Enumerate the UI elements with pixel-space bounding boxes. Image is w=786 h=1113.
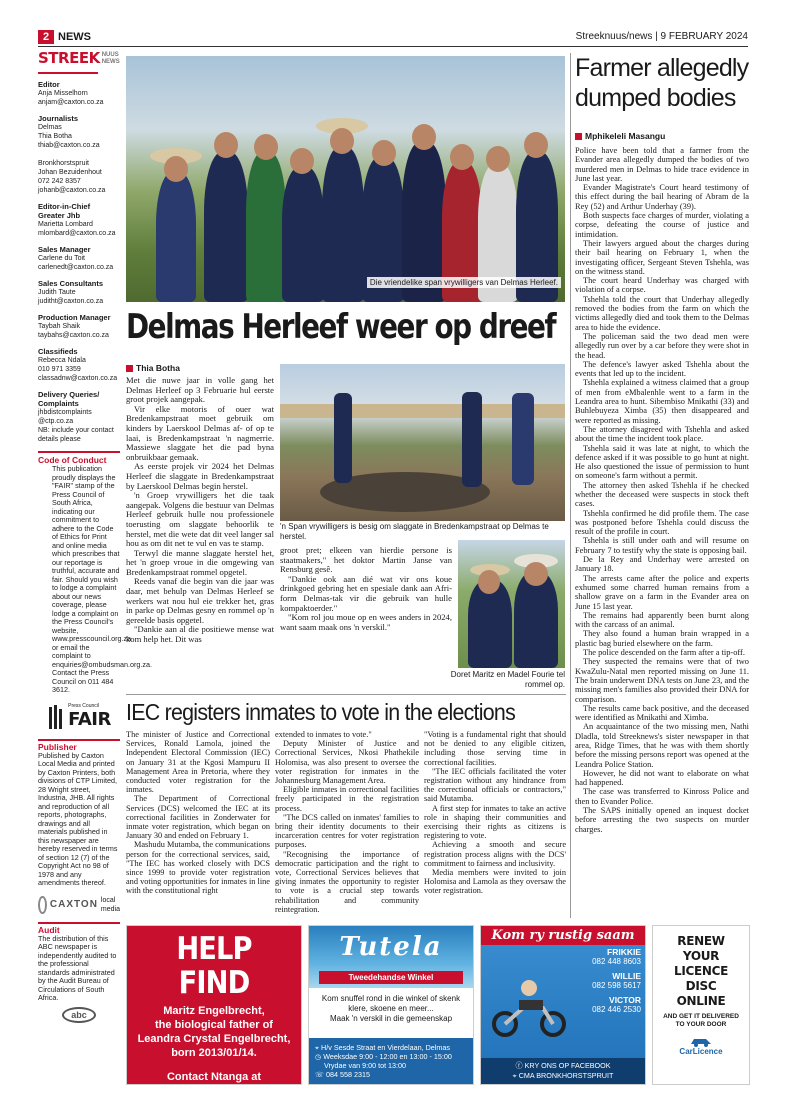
staff-detail: NB: include your contact [38,427,114,434]
tutela-contact-box [309,1038,473,1084]
face-shape [486,146,510,172]
kom-contact-phone: 082 448 8603 [592,957,641,966]
tutela-ad [308,925,474,1085]
tutela-logo: Tutela [339,932,443,962]
article-paragraph: "Dankie ook aan dié wat vir ons koue drinkgoed gebring het en spesiale dank aan Afri-form Delmas-tak vir die gebruik van hulle kompaktoerder." [280,573,452,613]
tutela-banner [309,926,473,988]
staff-role: Complaints [38,399,79,408]
coc-heading: Code of Conduct [38,455,107,465]
masthead-sub-news: NEWS [101,59,120,65]
staff-role: Journalists [38,114,79,123]
kom-title: Kom ry rustig saam [481,926,645,945]
caxton-sub: local media [100,896,120,913]
article-paragraph: An acquaintance of the two missing men, Nathi Dladla, told Streeknews's sister newspaper in that area, Ridge Times, that he was with them shortly before the missing persons report was opened at the Leandra Police Station. [575,722,749,769]
tutela-text-2: klere, skoene en meer... [348,1004,434,1013]
caxton-name: CAXTON [49,899,98,910]
staff-detail: details please [38,436,81,443]
staff-block [38,211,120,238]
dateline: Streeknuus/news | 9 FEBRUARY 2024 [575,31,748,42]
clock-icon: ◷ [315,1052,324,1061]
masthead-subtitle [102,52,120,66]
iec-headline: IEC registers inmates to vote in the elections [126,699,516,725]
article-paragraph: Evander Magistrate's Court heard testimony of this effect during the bail hearing of Abram de la Rey (52) and Arthur Underhay (39). [575,183,749,211]
kom-contact-phone: 082 598 5617 [592,981,641,990]
article-paragraph: "The IEC officials facilitated the voter registration without any hindrance from the correctional officials or contractors," said Mutamba. [424,766,566,804]
article-paragraph: groot pret; elkeen van hierdie persone is staatmakers," het doktor Martin Janse van Rensburg gesê. [280,545,452,575]
article-paragraph: The attorney disagreed with Tshehla and asked about the time the incident took place. [575,424,749,444]
staff-detail: 010 971 3359 [38,366,81,373]
article-paragraph: Vir elke motoris of ouer wat Bredenkampstraat moet gebruik om kinders by Laerskool Delmas af- of op te laai, is Bredenkampstraat 'n nagmerrie. Massiewe slaggate het die pad byna onbruikbaar gemaak. [126,403,274,462]
audit-heading: Audit [38,922,120,935]
motorcycle-icon [489,978,569,1038]
face-shape [290,148,314,174]
coc-text: This publication proudly displays the "FAIR" stamp of the Press Council of South Africa, indicating our commitment to adhere to the Code of Ethics for Print and online media which prescribes that our reportage is truthful, accurate and fair. Should you wish to lodge a complaint about our news coverage, please lodge a complaint on the Press Council's website, www.presscouncil.org.za or email the complaint to enquiries@ombudsman.org.za. Contact the Press Council on 011 484 3612. [52,464,152,694]
licence-small-2: TO YOUR DOOR [675,1021,727,1028]
face-shape [524,562,548,586]
staff-detail: Rebecca Ndala [38,357,86,364]
publisher-text: Published by Caxton Local Media and printed by Caxton Printers, both divisions of CTP Limited, 28 Wright street, Industria, JHB. All rights and reproduction of all reports, photographs, drawings and all materials published in this newspaper are hereby reserved in terms of section 12 (7) of the Copyright Act no 98 of 1978 and any amendments thereof. [38,750,118,887]
masthead-rule [38,72,98,74]
article-paragraph: extended to inmates to vote." [275,730,372,739]
staff-detail: Johan Bezuidenhout [38,169,102,176]
article-paragraph: Tshehla confirmed he did profile them. The case was postponed before Tshehla could discuss the result of the profile in court. [575,508,749,537]
staff-role: Sales Manager [38,245,91,254]
face-shape [372,140,396,166]
byline-name: Thia Botha [136,363,180,373]
staff-detail: Marietta Lombard [38,221,93,228]
kom-ry-saam-ad [480,925,646,1085]
article-paragraph: "Recognising the importance of democratic participation and the right to vote, Correctional Services believes that giving inmates the opportunity to register to vote is a crucial step towards rehabilitation and community reintegration. [275,849,419,914]
help-line-3: Leandra Crystal Engelbrecht, [137,1033,291,1045]
staff-detail: Thia Botha [38,133,72,140]
byline-square-icon [126,365,133,372]
kom-facebook-2: CMA BRONKHORSTSPRUIT [518,1071,614,1080]
article-paragraph: Achieving a smooth and secure registration process aligns with the DCS' commitment to fairness and inclusivity. [424,840,566,868]
column-divider [570,53,571,918]
licence-renewal-ad [652,925,750,1085]
staff-block [38,202,120,211]
kom-contact [592,996,641,1014]
help-find-title: HELP FIND [176,931,252,1001]
byline-square-icon [575,133,582,140]
staff-block [38,399,120,444]
tutela-text-3: Maak 'n verskil in die gemeenskap [329,1014,453,1023]
article-paragraph: Police have been told that a farmer from the Evander area allegedly dumped the bodies of two murdered men in Delmas to hide trace evidence in June last year. [575,146,749,183]
code-of-conduct [38,451,152,695]
carlicence-logo [653,1035,749,1056]
photo-caption: Die vriendelike span vrywilligers van Delmas Herleef. [367,277,561,289]
fair-small-text: Press Council [68,702,99,709]
publisher-heading: Publisher [38,739,120,752]
article-paragraph: The SAPS initially opened an inquest docket before arresting the two suspects on murder charges. [575,806,749,834]
staff-role: Sales Consultants [38,279,104,288]
staff-detail: Taybah Shaik [38,323,81,330]
section-label: NEWS [58,31,91,43]
delmas-headline: Delmas Herleef weer op dreef [126,307,556,347]
article-paragraph: De la Rey and Underhay were arrested on January 18. [575,555,749,574]
farmer-byline [575,131,665,141]
help-line-2: the biological father of [155,1019,273,1031]
article-paragraph: The attorney then asked Tshehla if he checked whether the deceased were suspects in stock theft cases. [575,480,749,509]
tutela-hours-1: Weeksdae 9:00 - 12:00 en 13:00 - 15:00 [323,1052,452,1061]
kom-facebook-box [481,1058,645,1084]
licence-line-1: RENEW [677,934,725,948]
staff-detail: johanb@caxton.co.za [38,187,106,194]
pothole-repair-photo [280,364,565,521]
phone-icon: ☏ [315,1070,326,1079]
kom-contact [592,948,641,966]
article-paragraph: The Department of Correctional Services (DCS) welcomed the IEC at its correctional facilities in Zonderwater for inmate voter registration, which began on January 30 and ended on February 1. [126,794,270,841]
tutela-address: H/v Sesde Straat en Vierdelaan, Delmas [321,1043,450,1052]
article-paragraph: They suspected the remains were that of two KwaZulu-Natal men reported missing on June 11. The brain underwent DNA tests on June 23, and the missing men's families also provided their DNA for comparison. [575,657,749,704]
licence-line-5: ONLINE [676,994,726,1008]
article-paragraph: Tshehla told the court that Underhay allegedly removed the bodies from the farm on which the victims allegedly died and took them to the Delmas area to hide the evidence. [575,294,749,332]
staff-block [38,390,120,399]
face-shape [214,132,238,158]
fair-text: FAIR [68,708,111,730]
staff-block [38,80,120,107]
article-paragraph: The remains had apparently been burnt along with the carcass of an animal. [575,610,749,630]
location-pin-icon: ⌖ [512,1071,519,1080]
facebook-icon: ⓕ [515,1061,525,1070]
article-paragraph: The police descended on the farm after a tip-off. [583,648,745,658]
tutela-text-1: Kom snuffel rond in die winkel of skenk [321,994,461,1003]
kom-contact-name: WILLIE [612,971,641,981]
staff-detail: classadnw@caxton.co.za [38,375,118,382]
face-shape [330,128,354,154]
article-paragraph: A first step for inmates to take an active role in shaping their communities and exercising their rights as citizens is registering to vote. [424,803,566,841]
press-council-fair-logo [38,703,120,731]
staff-role: Delivery Queries/ [38,390,100,399]
staff-detail: 072 242 8357 [38,178,81,185]
staff-detail: Judith Taute [38,289,76,296]
article-paragraph: Mashudu Mutamba, the communications person for the correctional services, said, "The IEC has worked closely with DCS since 1999 to provide voter registration and voting opportunities for inmates in line with the constitutional right [126,840,270,896]
farmer-byline-name: Mphikeleli Masangu [585,131,666,141]
staff-detail: Delmas [38,124,62,131]
article-paragraph: Tshehla explained a witness claimed that a group of men from eMbalenhle went to a farm in the Leandra area to hunt. Sibembiso Mnikathi (33) and Buhlebuyeza Ximba (35) then disappeared and were reported as missing. [575,378,749,425]
worker-figure [462,392,482,487]
article-paragraph: Deputy Minister of Justice and Correctional Services, Nkosi Phathekile Holomisa, was also present to oversee the voter registration for inmates in the Johannesburg Management Area. [275,739,419,786]
help-contact-1: Contact Ntanga at [166,1071,262,1083]
staff-block [38,347,120,383]
two-women-caption: Doret Maritz en Madel Fourie tel rommel op. [430,670,565,689]
woman-figure [514,572,558,668]
staff-block [38,313,120,340]
face-shape [478,570,500,594]
licence-line-4: DISC [685,979,717,993]
help-find-ad [126,925,302,1097]
caxton-mark-icon [38,896,47,914]
volunteer-figure [282,167,324,302]
volunteer-figure [156,172,196,302]
iec-col1 [126,730,270,918]
worker-figure [334,393,352,483]
byline [126,363,180,373]
staff-role: Classifieds [38,347,78,356]
staff-block [38,279,120,306]
farmer-body [575,146,749,918]
tutela-subtitle: Tweedehandse Winkel [319,971,463,984]
help-line-4: born 2013/01/14. [171,1047,257,1059]
article-paragraph: Terwyl die manne slaggate herstel het, het 'n groep vroue in die omgewing van Bredenkampstraat rommel opgetel. [126,547,274,577]
kom-contact-phone: 082 446 2530 [592,1005,641,1014]
pothole-caption: 'n Span vrywilligers is besig om slaggate in Bredenkampstraat op Delmas te herstel. [280,522,565,541]
worker-figure [512,393,534,485]
staff-block [38,114,120,195]
article-paragraph: "Dankie aan al die positiewe mense wat kom help het. Dit was [126,624,274,645]
kom-facebook-1: KRY ONS OP FACEBOOK [524,1061,611,1070]
kom-contact [592,972,641,990]
article-paragraph: The defence's lawyer asked Tshehla about the events that led up to the incident. [575,359,749,379]
staff-role: Editor [38,80,60,89]
article-paragraph: The policeman said the two dead men were allegedly run over by a car before they were shot in the head. [575,331,749,360]
face-shape [254,134,278,160]
face-shape [412,124,436,150]
staff-role: Production Manager [38,313,111,322]
staff-detail: carlenedt@caxton.co.za [38,264,114,271]
face-shape [524,132,548,158]
article-paragraph: "The DCS called on inmates' families to bring their identity documents to their incarceration centres for voter registration purposes. [275,812,419,850]
page-number: 2 [38,30,54,44]
volunteer-figure [322,147,364,302]
abc-logo: abc [62,1007,96,1023]
tutela-hours-2: Vrydae van 9:00 tot 13:00 [324,1061,407,1070]
article-paragraph: The court heard Underhay was charged with violation of a corpse. [575,276,749,295]
delmas-col2 [280,546,452,666]
audit-text: The distribution of this ABC newspaper is independently audited to the professional standards administrated by the Audit Bureau of Circulations of South Africa. [38,933,117,1002]
masthead-sub-nuus: NUUS [101,52,119,58]
kom-contact-name: FRIKKIE [607,947,641,957]
article-paragraph: The arrests came after the police and experts exhumed some charred human remains from a shallow grave on a farm in the Evander area on June 15 last year. [575,573,749,611]
press-council-icon [47,703,65,731]
staff-block [38,245,120,272]
article-paragraph: The case was transferred to Kinross Police and then to Evander Police. [575,787,749,806]
staff-detail: Bronkhorstspruit [38,160,89,167]
masthead-title: STREEK [38,49,100,67]
help-contact-2: Tutela Delmas: 079 7366 947 [140,1085,288,1097]
staff-detail: anjam@caxton.co.za [38,99,104,106]
staff-detail [38,150,120,159]
header-rule [38,46,748,47]
staff-detail: Anja Misselhorn [38,90,88,97]
caxton-logo [38,896,120,914]
article-paragraph: 'n Groep vrywilligers het die taak aangepak. Volgens die bestuur van Delmas Herleef gebruik hulle nou professionele toerusting om slaggate behoorlik te herstel, met die wete dat dit veel langer sal hou as om dit net te vul en vas te stamp. [126,490,274,549]
staff-detail: @ctp.co.za [38,418,74,425]
iec-col3 [424,730,566,918]
delmas-col1 [126,376,274,696]
article-paragraph: The minister of Justice and Correctional Services, Ronald Lamola, joined the Independent Electoral Commission (IEC) on January 31 at the Kgosi Mampuru II Management Area in Pretoria, where they conducted voter registration for the inmates. [126,730,270,795]
article-paragraph: As eerste projek vir 2024 het Delmas Herleef die slaggate in Bredenkampstraat by Laerskool Delmas begin herstel. [126,461,274,491]
article-paragraph: Met die nuwe jaar in volle gang het Delmas Herleef op 3 Februarie hul eerste groot projek aangepak. [126,375,274,405]
licence-line-3: LICENCE [673,964,729,978]
staff-detail: Carlene du Toit [38,255,85,262]
staff-list [38,80,120,444]
section-divider [126,694,566,695]
licence-small-1: AND GET IT DELIVERED [663,1013,739,1020]
volunteers-group-photo [126,56,565,302]
two-women-photo [458,540,565,668]
iec-col2 [275,730,419,918]
licence-line-2: YOUR [682,949,720,963]
carlicence-name: CarLicence [679,1047,723,1056]
face-shape [164,156,188,182]
location-pin-icon: ⌖ [315,1043,322,1052]
tutela-phone: 084 558 2315 [326,1070,370,1079]
article-paragraph: However, he did not want to elaborate on what had happened. [575,768,749,788]
masthead-logo [38,50,120,66]
volunteer-figure [204,152,248,302]
staff-detail: mlombard@caxton.co.za [38,230,116,237]
help-line-1: Maritz Engelbrecht, [163,1005,265,1017]
staff-detail: juditht@caxton.co.za [38,298,104,305]
staff-detail: taybahs@caxton.co.za [38,332,109,339]
article-paragraph: "Kom rol jou moue op en wees anders in 2024, want saam maak ons 'n verskil." [280,612,452,632]
staff-role: Greater Jhb [38,211,81,220]
article-paragraph: Tshehla said it was late at night, to which the defence asked if it was possible to go hunt at night. He also questioned the issue of permission to hunt on someone's farm without a permit. [575,443,749,481]
article-paragraph: Reeds vanaf die begin van die jaar was daar, met behulp van Delmas Herleef se werkers wat nou hul eie trekker het, gras in parke op Delmas gesny en rommel op 'n gereelde basis opgetel. [126,576,274,625]
article-paragraph: "Voting is a fundamental right that should not be denied to any eligible citizen, including those serving time in correctional facilities. [424,730,566,767]
staff-role: Editor-in-Chief [38,202,91,211]
staff-detail: thiab@caxton.co.za [38,142,100,149]
article-paragraph: They also found a human brain wrapped in a plastic bag buried elsewhere on the farm. [575,629,749,648]
article-paragraph: Both suspects face charges of murder, violating a corpse, defeating the course of justice and intimidation. [575,211,749,239]
volunteer-figure [246,152,286,302]
kom-contact-name: VICTOR [609,995,641,1005]
car-icon [689,1035,713,1047]
article-paragraph: Their lawyers argued about the charges during their bail hearing on February 1, when the investigating officer, Sergeant Steven Tshehla, was on the witness stand. [575,238,749,276]
article-paragraph: Media members were invited to join Holomisa and Lamola as they oversaw the voter registration. [424,868,566,896]
article-paragraph: The results came back positive, and the deceased were identified as Mnikathi and Ximba. [575,703,749,723]
farmer-headline: Farmer allegedly dumped bodies [575,54,749,112]
staff-detail: jhbdistcomplaints [38,409,92,416]
face-shape [450,144,474,170]
article-paragraph: Eligible inmates in correctional facilities freely participated in the registration process. [275,785,419,813]
article-paragraph: Tshehla is still under oath and will resume on February 7 to testify why the state is opposing bail. [575,536,749,555]
staff-sidebar [38,49,152,1027]
